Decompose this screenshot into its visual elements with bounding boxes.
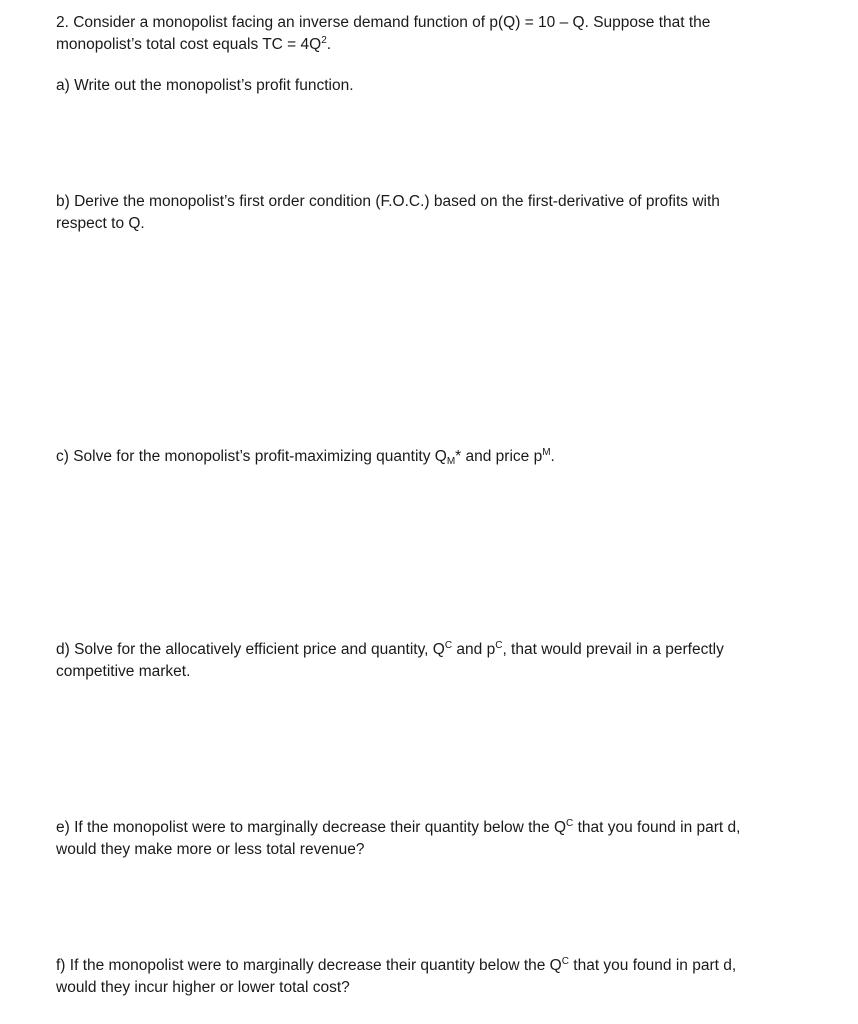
part-e-text: e) If the monopolist were to marginally decrease their quantity below the Q: [56, 819, 567, 836]
intro-line-2: [56, 34, 826, 56]
part-e-line-1: [56, 817, 826, 839]
part-c-line: [56, 446, 826, 468]
part-e-superscript: C: [566, 818, 574, 829]
part-f-superscript: C: [561, 956, 569, 967]
part-d-text: d) Solve for the allocatively efficient price and quantity, Q: [56, 641, 445, 658]
part-d: [56, 639, 826, 683]
part-d-line-1: [56, 639, 826, 661]
part-a-text: a) Write out the monopolist’s profit function.: [56, 77, 354, 94]
part-b-line-2: respect to Q.: [56, 215, 145, 232]
part-d-line-2: competitive market.: [56, 663, 191, 680]
part-c-superscript-m: M: [542, 447, 551, 458]
intro-line-1: 2. Consider a monopolist facing an inverse demand function of p(Q) = 10 – Q. Suppose that the: [56, 14, 711, 31]
part-d-superscript-2: C: [495, 640, 503, 651]
part-f-line-1: [56, 955, 826, 977]
part-e-end: that you found in part d,: [573, 819, 741, 836]
part-c-subscript-m: M: [446, 456, 456, 467]
part-b-line-1: b) Derive the monopolist’s first order condition (F.O.C.) based on the first-derivative of profits with: [56, 193, 720, 210]
part-d-mid: and p: [452, 641, 496, 658]
intro-exponent: 2: [321, 35, 327, 46]
part-e: [56, 817, 826, 861]
part-f: [56, 955, 826, 999]
problem-intro: [56, 12, 826, 56]
part-c-mid: * and price p: [455, 448, 543, 465]
intro-line-2-text: monopolist’s total cost equals TC = 4Q: [56, 36, 322, 53]
part-d-superscript-1: C: [444, 640, 453, 651]
part-f-line-2: would they incur higher or lower total cost?: [56, 979, 350, 996]
part-f-text: f) If the monopolist were to marginally decrease their quantity below the Q: [56, 957, 562, 974]
part-a: [56, 75, 826, 97]
part-d-end: , that would prevail in a perfectly: [502, 641, 724, 658]
part-e-line-2: would they make more or less total revenue?: [56, 841, 365, 858]
part-b: [56, 191, 826, 235]
part-f-end: that you found in part d,: [568, 957, 737, 974]
part-c-text: c) Solve for the monopolist’s profit-maximizing quantity Q: [56, 448, 447, 465]
intro-line-2-end: .: [326, 36, 332, 53]
part-c: [56, 446, 826, 468]
part-c-end: .: [550, 448, 555, 465]
